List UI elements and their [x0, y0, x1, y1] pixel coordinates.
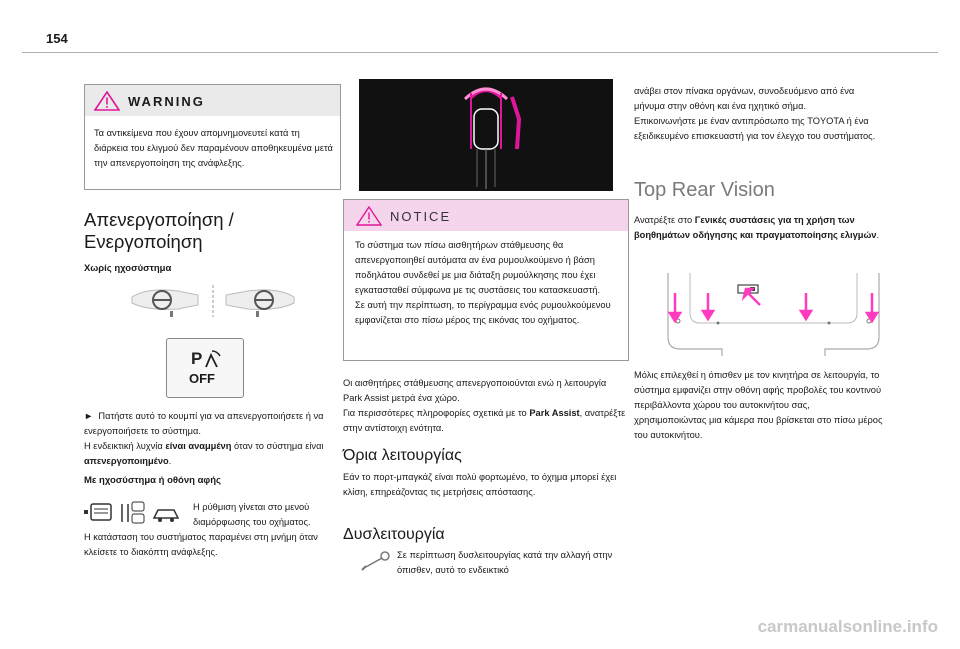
limits-text: Εάν το πορτ-μπαγκάζ είναι πολύ φορτωμένο, το όχημα μπορεί έχει κλίση, επηρεάζοντας τις μετρήσεις απόστασης.	[343, 472, 617, 497]
subheading-with-audio: Με ηχοσύστημα ή οθόνη αφής	[84, 475, 221, 486]
notice-box	[343, 199, 629, 361]
notice-triangle-icon	[356, 206, 382, 226]
header-divider	[22, 52, 938, 53]
watermark: carmanualsonline.info	[757, 617, 938, 636]
park-assist-note: Οι αισθητήρες στάθμευσης απενεργοποιούνται ενώ η λειτουργία Park Assist μετρά ένα χώρο.	[343, 378, 607, 403]
warning-text: Τα αντικείμενα που έχουν απομνημονευτεί κατά τη διάρκεια του ελιγμού δεν παραμένουν αποθηκευμένα μετά την απενεργοποίηση της ανάφλεξης.	[94, 128, 333, 168]
warning-box	[84, 84, 341, 190]
page-number: 154	[46, 31, 68, 46]
light-on-bold: είναι αναμμένη	[165, 441, 232, 451]
light-end: .	[168, 456, 172, 466]
indicator-light-text	[84, 439, 340, 469]
ref-bold: Park Assist	[529, 408, 580, 418]
trv-end: .	[876, 230, 880, 240]
warning-triangle-icon	[94, 91, 120, 111]
car-topview-icon	[359, 79, 613, 191]
rear-camera-diagram	[662, 273, 885, 356]
malfunction-heading: Δυσλειτουργία	[343, 526, 445, 543]
park-assist-ref	[343, 406, 627, 436]
trv-bold: Γενικές συστάσεις για τη χρήση των βοηθημάτων οδήγησης και πραγματοποίησης ελιγμών	[634, 215, 877, 240]
light-prefix: Η ενδεικτική λυχνία	[84, 441, 163, 451]
trv-description: Μόλις επιλεχθεί η όπισθεν με τον κινητήρα σε λειτουργία, το σύστημα εμφανίζει στην οθόνη αφής προβολές του κοντινού περιβάλλοντα χώρου του αυτοκινήτου σας, χρησιμοποιώντας μια κάμερα που βρίσκεται στο πίσω μέρος του αυτοκινήτου.	[634, 370, 883, 440]
notice-text: Το σύστημα των πίσω αισθητήρων στάθμευσης θα απενεργοποιηθεί αυτόματα αν ένα ρυμουλκούμενο ή βάση ποδηλάτου συνδεθεί με μια διάταξη ρυμούλκησης που έχει εγκατασταθεί σύμφωνα με τις συστάσεις του κατασκευαστή. Σε αυτή την περίπτωση, το περίγραμμα ενός ρυμουλκούμενου εμφανίζεται στο πίσω μέρος της εικόνας του οχήματος.	[355, 240, 611, 325]
warning-title: WARNING	[128, 94, 205, 109]
light-mid: όταν το σύστημα είναι	[234, 441, 324, 451]
memory-text: Η κατάσταση του συστήματος παραμένει στη μνήμη όταν κλείσετε το διακόπτη ανάφλεξης.	[84, 532, 318, 557]
svg-text:P: P	[191, 349, 203, 368]
light-off-bold: απενεργοποιημένο	[84, 456, 169, 466]
instruction-text: Πατήστε αυτό το κουμπί για να απενεργοποιήσετε ή να ενεργοποιήσετε το σύστημα.	[84, 411, 324, 436]
ref-prefix: Για περισσότερες πληροφορίες σχετικά με το	[343, 408, 527, 418]
wrench-warning-icon	[360, 550, 394, 572]
mirror-view-icon	[128, 281, 298, 321]
notice-title: NOTICE	[390, 209, 452, 224]
section-title-line2: Ενεργοποίηση	[84, 231, 203, 252]
section-title-line1: Απενεργοποίηση /	[84, 209, 234, 230]
touch-setting-text: Η ρύθμιση γίνεται στο μενού διαμόρφωσης του οχήματος.	[193, 502, 311, 527]
bullet-arrow: ►	[84, 411, 94, 421]
instruction	[84, 409, 340, 439]
touchscreen-menu-icon	[84, 500, 189, 526]
off-label: OFF	[189, 371, 215, 386]
parking-sensor-off-button[interactable]	[166, 338, 244, 398]
subheading-no-audio: Χωρίς ηχοσύστημα	[84, 263, 172, 274]
trv-reference	[634, 213, 889, 243]
top-rear-vision-heading: Top Rear Vision	[634, 179, 775, 201]
malfunction-text: Σε περίπτωση δυσλειτουργίας κατά την αλλαγή στην όπισθεν, αυτό το ενδεικτικό	[397, 550, 613, 575]
trv-prefix: Ανατρέξτε στο	[634, 215, 693, 225]
ref-end: , ανατρέξτε στην αντίστοιχη ενότητα.	[343, 408, 626, 433]
limits-heading: Όρια λειτουργίας	[343, 447, 462, 464]
malfunction-continued: ανάβει στον πίνακα οργάνων, συνοδευόμενο από ένα μήνυμα στην οθόνη και ένα ηχητικό σήμα. Επικοινωνήστε με έναν αντιπρόσωπο της TOYOTA ή ένα εξειδικευμένο επισκευαστή για τον έλεγχο του συστήματος.	[634, 86, 876, 141]
warning-header	[85, 85, 340, 116]
notice-header	[344, 200, 628, 231]
parking-sensor-icon	[189, 347, 223, 369]
rear-sensor-display-image	[359, 79, 613, 191]
